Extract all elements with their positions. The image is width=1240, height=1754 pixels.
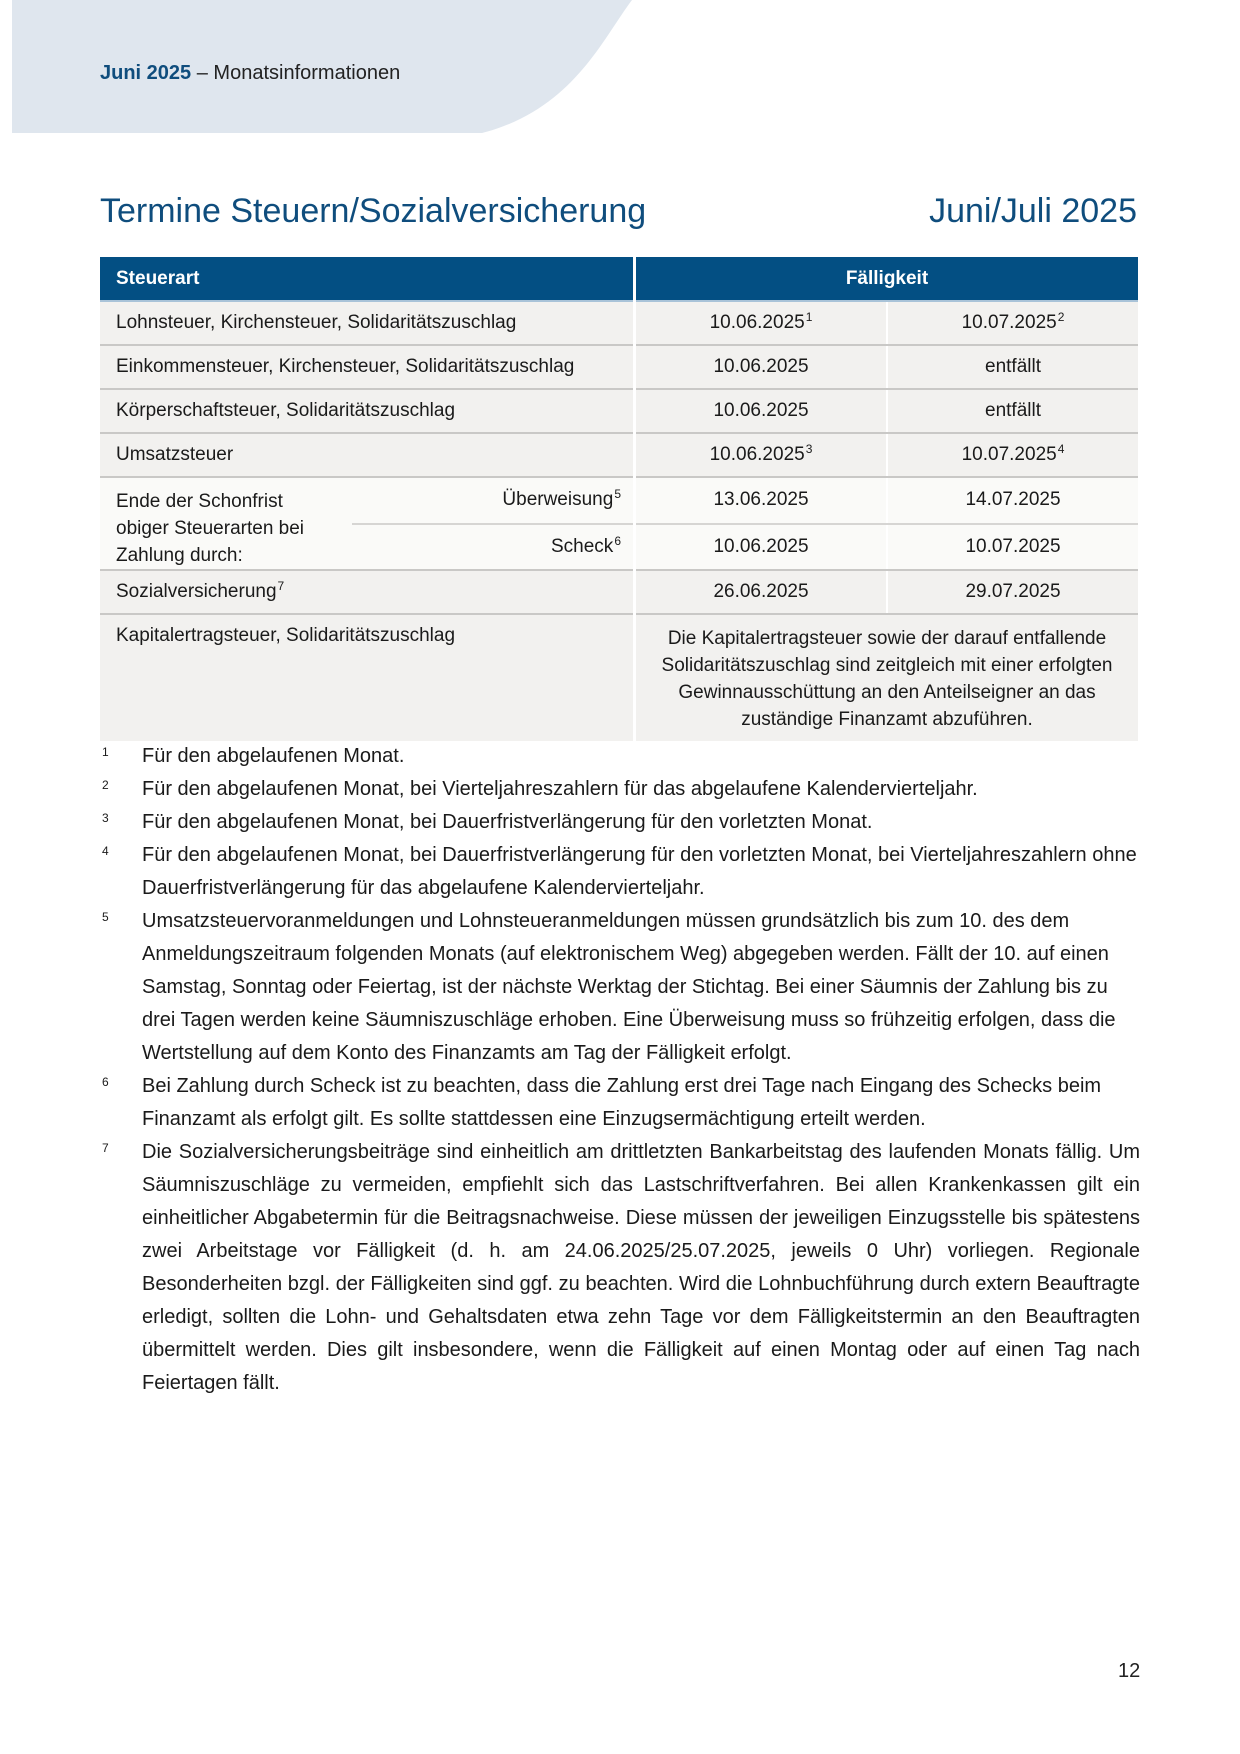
column-header-faelligkeit: Fälligkeit xyxy=(635,257,1139,301)
date-value: 10.06.2025 xyxy=(709,312,805,333)
footnote-text: Für den abgelaufenen Monat, bei Dauerfristverlängerung für den vorletzten Monat. xyxy=(142,811,873,833)
date-july-cell xyxy=(887,433,1138,477)
table-header-row xyxy=(100,257,1138,301)
footnote-number: 3 xyxy=(102,811,109,825)
date-value: 10.06.2025 xyxy=(709,444,805,465)
date-june-cell: 10.06.2025 xyxy=(635,389,888,433)
table-row-schonfrist-ueberweisung xyxy=(100,477,1138,524)
table-row xyxy=(100,301,1138,345)
tax-type-cell: Einkommensteuer, Kirchensteuer, Solidaritätszuschlag xyxy=(100,345,635,389)
payment-method-ueberweisung xyxy=(352,477,635,524)
footnote-text: Für den abgelaufenen Monat. xyxy=(142,745,405,767)
tax-deadlines-table xyxy=(100,257,1138,741)
running-header xyxy=(100,62,400,85)
footnote-number: 1 xyxy=(102,745,109,759)
footnote-number: 4 xyxy=(102,844,109,858)
tax-type-label: Sozialversicherung xyxy=(116,581,277,602)
footnote-item xyxy=(100,1070,1140,1136)
footnote-ref: 3 xyxy=(805,442,813,456)
date-july-cell xyxy=(887,301,1138,345)
footnote-ref: 6 xyxy=(614,533,621,548)
date-july-cell: 10.07.2025 xyxy=(887,524,1138,571)
page-title-period: Juni/Juli 2025 xyxy=(929,192,1137,230)
footnote-item xyxy=(100,806,1140,839)
footnote-item xyxy=(100,905,1140,1070)
header-month: Juni 2025 xyxy=(100,62,192,84)
footnotes xyxy=(100,740,1140,1400)
header-subtitle: Monatsinformationen xyxy=(213,62,401,84)
payment-method-label: Scheck xyxy=(551,535,614,557)
kapitalertrag-description: Die Kapitalertragsteuer sowie der darauf entfallende Solidaritätszuschlag sind zeitgleich mit einer erfolgten Gewinnausschüttung an den Anteilseigner an das zuständige Finanzamt abzuführen. xyxy=(635,614,1139,741)
footnote-ref: 5 xyxy=(614,487,621,502)
footnote-item xyxy=(100,1136,1140,1400)
table-row xyxy=(100,345,1138,389)
footnote-ref: 4 xyxy=(1057,442,1065,456)
date-july-cell: 29.07.2025 xyxy=(887,570,1138,614)
footnote-number: 7 xyxy=(102,1141,109,1155)
date-value: 10.07.2025 xyxy=(961,444,1057,465)
footnote-text: Für den abgelaufenen Monat, bei Vierteljahreszahlern für das abgelaufene Kalendervierteljahr. xyxy=(142,778,978,800)
page-number: 12 xyxy=(1118,1660,1141,1682)
footnote-number: 5 xyxy=(102,910,109,924)
page-title: Termine Steuern/Sozialversicherung xyxy=(100,192,647,230)
schonfrist-label-cell: Ende der Schonfrist obiger Steuerarten bei Zahlung durch: xyxy=(100,477,352,570)
date-value: 10.07.2025 xyxy=(961,312,1057,333)
footnote-text: Für den abgelaufenen Monat, bei Dauerfristverlängerung für den vorletzten Monat, bei Vierteljahreszahlern ohne Dauerfristverlängerung für das abgelaufene Kalendervierteljahr. xyxy=(142,844,1137,899)
table-row xyxy=(100,614,1138,741)
date-june-cell: 26.06.2025 xyxy=(635,570,888,614)
footnote-ref: 1 xyxy=(805,310,813,324)
footnote-text: Umsatzsteuervoranmeldungen und Lohnsteueranmeldungen müssen grundsätzlich bis zum 10. des dem Anmeldungszeitraum folgenden Monats (auf elektronischem Weg) abgegeben werden. Fällt der 10. auf einen Samstag, Sonntag oder Feiertag, ist der nächste Werktag der Stichtag. Bei einer Säumnis der Zahlung bis zu drei Tagen werden keine Säumniszuschläge erhoben. Eine Überweisung muss so frühzeitig erfolgen, dass die Wertstellung auf dem Konto des Finanzamts am Tag der Fälligkeit erfolgt. xyxy=(142,910,1116,1064)
table-row xyxy=(100,433,1138,477)
tax-type-cell: Kapitalertragsteuer, Solidaritätszuschlag xyxy=(100,614,635,741)
date-june-cell: 13.06.2025 xyxy=(635,477,888,524)
footnote-text: Die Sozialversicherungsbeiträge sind einheitlich am drittletzten Bankarbeitstag des laufenden Monats fällig. Um Säumniszuschläge zu vermeiden, empfiehlt sich das Lastschriftverfahren. Bei allen Krankenkassen gilt ein einheitlicher Abgabetermin für die Beitragsnachweise. Diese müssen der jeweiligen Einzugsstelle bis spätestens zwei Arbeitstage vor Fälligkeit (d. h. am 24.06.2025/25.07.2025, jeweils 0 Uhr) vorliegen. Regionale Besonderheiten bzgl. der Fälligkeiten sind ggf. zu beachten. Wird die Lohnbuchführung durch extern Beauftragte erledigt, sollten die Lohn- und Gehaltsdaten etwa zehn Tage vor dem Fälligkeitstermin an den Beauftragten übermittelt werden. Dies gilt insbesondere, wenn die Fälligkeit auf einen Montag oder auf einen Tag nach Feiertagen fällt. xyxy=(142,1141,1140,1394)
footnote-text: Bei Zahlung durch Scheck ist zu beachten, dass die Zahlung erst drei Tage nach Eingang des Schecks beim Finanzamt als erfolgt gilt. Es sollte stattdessen eine Einzugsermächtigung erteilt werden. xyxy=(142,1075,1102,1130)
tax-type-cell: Lohnsteuer, Kirchensteuer, Solidaritätszuschlag xyxy=(100,301,635,345)
tax-type-cell xyxy=(100,570,635,614)
date-july-cell: entfällt xyxy=(887,345,1138,389)
tax-type-cell: Umsatzsteuer xyxy=(100,433,635,477)
date-july-cell: entfällt xyxy=(887,389,1138,433)
table-row xyxy=(100,570,1138,614)
payment-method-label: Überweisung xyxy=(502,489,614,511)
date-june-cell: 10.06.2025 xyxy=(635,524,888,571)
date-june-cell: 10.06.2025 xyxy=(635,345,888,389)
footnote-ref: 7 xyxy=(277,579,285,593)
tax-type-cell: Körperschaftsteuer, Solidaritätszuschlag xyxy=(100,389,635,433)
footnote-item xyxy=(100,740,1140,773)
footnote-item xyxy=(100,839,1140,905)
footnote-item xyxy=(100,773,1140,806)
footnote-number: 6 xyxy=(102,1075,109,1089)
footnote-number: 2 xyxy=(102,778,109,792)
date-june-cell xyxy=(635,433,888,477)
page-title-row xyxy=(100,192,1137,231)
payment-method-scheck xyxy=(352,524,635,571)
table-row xyxy=(100,389,1138,433)
header-separator: – xyxy=(191,62,214,84)
date-june-cell xyxy=(635,301,888,345)
footnote-ref: 2 xyxy=(1057,310,1065,324)
column-header-steuerart: Steuerart xyxy=(100,257,635,301)
date-july-cell: 14.07.2025 xyxy=(887,477,1138,524)
